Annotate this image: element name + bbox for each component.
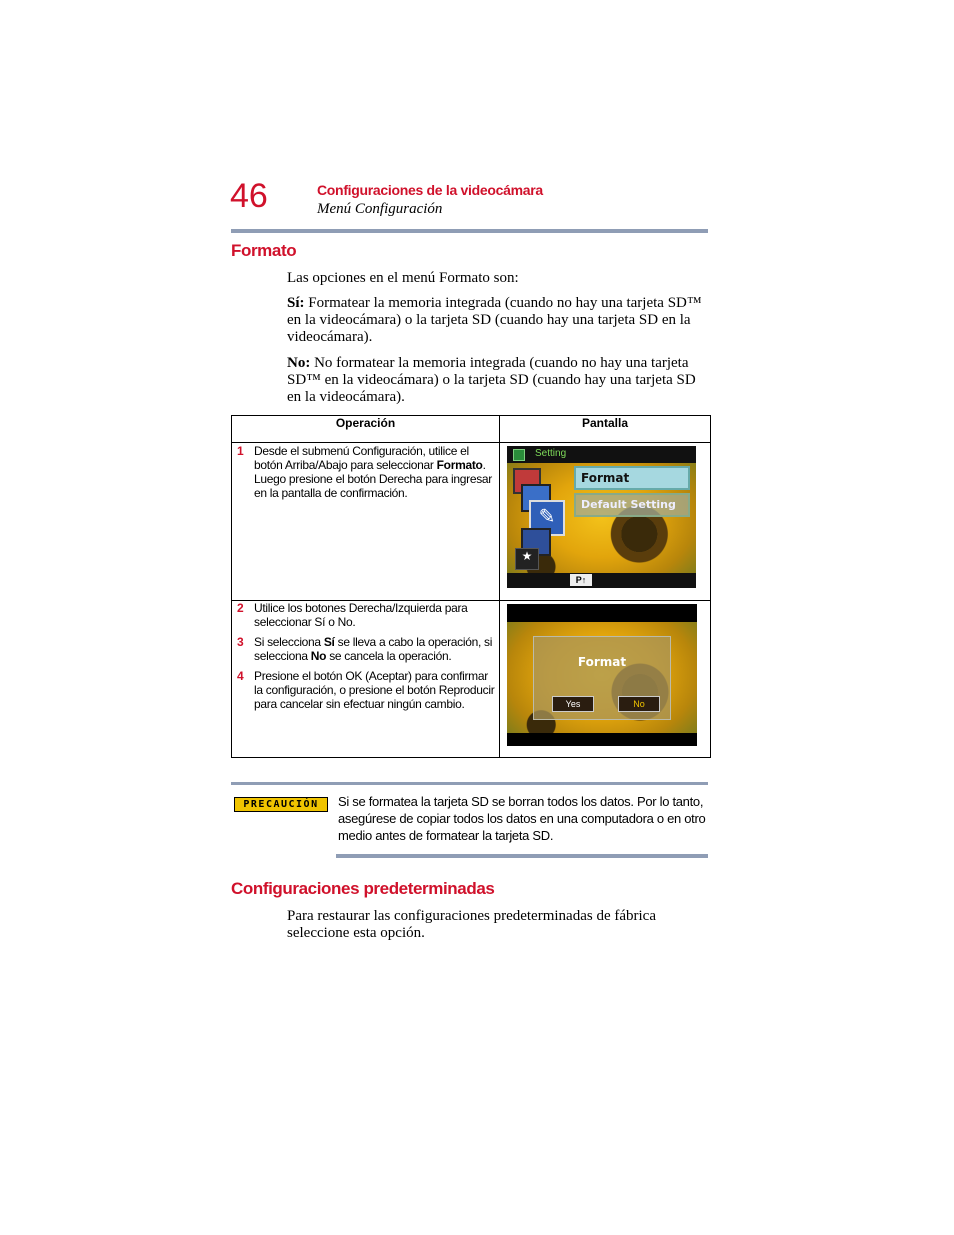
camera-screen-setting-menu	[507, 446, 696, 588]
screen-title: Setting	[535, 448, 567, 459]
screen-bottom-bar	[507, 733, 697, 746]
step-text: Si selecciona	[254, 635, 324, 649]
format-dialog	[533, 636, 671, 720]
step-bold: No	[310, 649, 327, 663]
option-no-label: No:	[287, 355, 311, 371]
header-rule	[231, 229, 708, 233]
step-text: Desde el submenú Configuración, utilice el botón Arriba/Abajo para seleccionar	[254, 444, 469, 472]
defaults-text: Para restaurar las configuraciones predeterminadas de fábrica seleccione esta opción.	[287, 908, 656, 941]
step-bold: Sí	[323, 635, 335, 649]
step-number: 2	[237, 601, 244, 615]
option-no-text: No formatear la memoria integrada (cuando no hay una tarjeta SD™ en la videocámara) o la tarjeta SD (cuando hay una tarjeta SD en la videocámara).	[287, 355, 696, 405]
caution-text: Si se formatea la tarjeta SD se borran todos los datos. Por lo tanto, asegúrese de copiar todos los datos en una computadora o en otro medio antes de formatear la tarjeta SD.	[338, 794, 706, 843]
step-4	[232, 669, 499, 711]
operation-cell	[232, 601, 500, 758]
camera-screen-format-confirm	[507, 604, 697, 746]
table-header-row	[232, 416, 711, 443]
no-button: No	[618, 696, 660, 712]
step-number: 3	[237, 635, 244, 649]
step-number: 1	[237, 444, 244, 458]
step-text: Utilice los botones Derecha/Izquierda para seleccionar Sí o No.	[254, 601, 468, 629]
option-si-text: Formatear la memoria integrada (cuando no hay una tarjeta SD™ en la videocámara) o la tarjeta SD (cuando hay una tarjeta SD en la videocámara).	[287, 295, 702, 345]
step-text: se cancela la operación.	[326, 649, 452, 663]
caution-bottom-rule	[336, 854, 708, 858]
option-si-paragraph	[287, 295, 707, 346]
formato-heading: Formato	[231, 241, 297, 260]
column-header-operation: Operación	[232, 416, 500, 443]
yes-button: Yes	[552, 696, 594, 712]
column-header-screen: Pantalla	[500, 416, 711, 443]
option-si-label: Sí:	[287, 295, 305, 311]
step-3	[232, 635, 499, 663]
dialog-title: Format	[577, 655, 627, 669]
step-text: se lleva a cabo la operación, si selecciona	[254, 635, 493, 663]
option-no-paragraph	[287, 355, 707, 406]
step-2	[232, 601, 499, 629]
step-bold: Formato	[436, 458, 483, 472]
defaults-heading: Configuraciones predeterminadas	[231, 879, 495, 898]
step-number: 4	[237, 669, 244, 683]
step-1	[232, 444, 499, 500]
screen-top-bar	[507, 604, 697, 622]
mode-indicator-icon: P↑	[570, 574, 592, 586]
menu-item-default-setting: Default Setting	[574, 493, 690, 517]
operation-cell	[232, 443, 500, 601]
setting-icon	[513, 449, 525, 461]
star-icon: ★	[515, 548, 539, 570]
caution-top-rule	[231, 782, 708, 785]
section-subtitle: Menú Configuración	[317, 201, 443, 217]
chapter-title: Configuraciones de la videocámara	[317, 182, 543, 198]
screen-bottom-bar	[507, 573, 696, 588]
wrench-icon: ✎	[529, 500, 565, 536]
formato-intro: Las opciones en el menú Formato son:	[287, 270, 519, 286]
page-number: 46	[230, 177, 268, 215]
step-text: Presione el botón OK (Aceptar) para confirmar la configuración, o presione el botón Reproducir para cancelar sin efectuar ningún cambio.	[254, 669, 495, 711]
menu-item-format-selected: Format	[574, 466, 690, 490]
step-text: . Luego presione el botón Derecha para ingresar en la pantalla de confirmación.	[254, 458, 493, 500]
caution-badge: PRECAUCIÓN	[234, 797, 328, 812]
